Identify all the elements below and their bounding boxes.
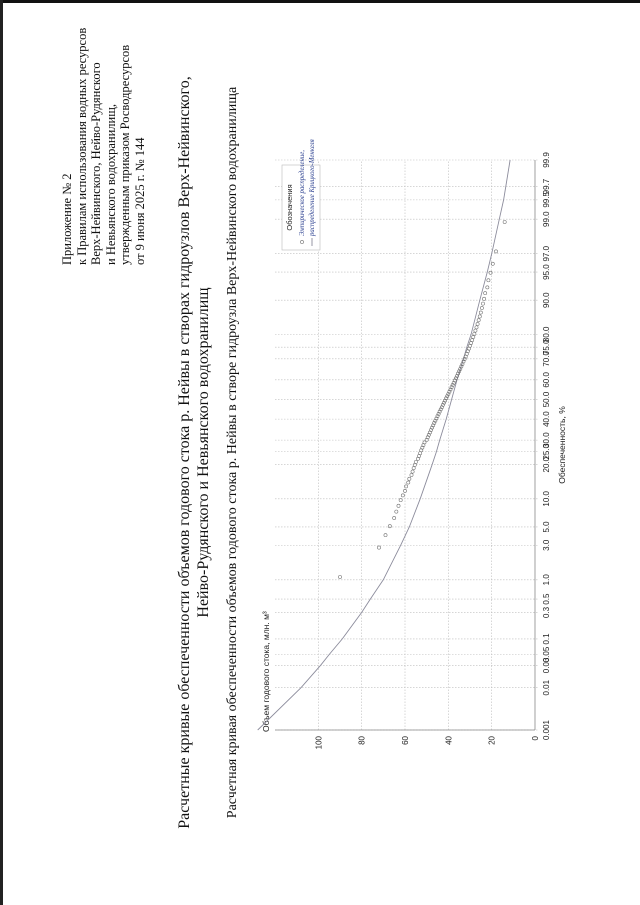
title-line-2: Нейво-Рудянского и Невьянского водохранилищ [195,287,212,618]
y-axis-label: Объем годового стока, млн. м³ [261,611,271,732]
data-point [476,322,479,325]
x-tick-label: 60.0 [542,372,551,388]
x-tick-label: 0.03 [542,657,551,674]
x-tick-label: 0.05 [542,646,551,663]
y-tick-label: 0 [531,736,540,741]
legend-entry: распределение Крицкого-Менкеля [309,139,316,236]
x-tick-label: 99.7 [542,178,551,195]
data-point [487,279,490,282]
data-point [474,329,477,332]
data-point [471,339,474,342]
data-point [399,499,402,502]
appendix-line: и Невьянского водохранилищ, [103,104,118,265]
data-point [479,311,482,314]
appendix-line: утвержденным приказом Росводресурсов [118,44,132,265]
data-point [412,466,415,469]
data-point [407,481,410,484]
data-point [338,575,341,578]
y-tick-label: 80 [357,736,367,745]
data-point [384,534,387,537]
data-point [377,546,380,549]
data-point [397,504,400,507]
data-point [481,302,484,305]
x-tick-label: 0.001 [542,719,551,741]
chart-subtitle: Расчетная кривая обеспеченности объемов годового стока р. Нейвы в створе гидроузла Верх-Нейвинского водохранилища [225,86,240,819]
x-tick-label: 1.0 [542,574,551,586]
legend-entry: Эмпирическое распределение, [299,150,306,236]
x-tick-label: 99.0 [542,211,551,227]
data-point [484,292,487,295]
x-tick-label: 99.9 [542,152,551,168]
y-tick-label: 20 [487,736,497,745]
data-point [388,525,391,528]
data-point [482,297,485,300]
data-point [503,220,506,223]
y-tick-label: 60 [401,736,410,745]
data-point [494,250,497,253]
data-point [393,516,396,519]
x-tick-label: 10.0 [542,491,551,507]
data-point [486,286,489,289]
appendix-line: к Правилам использования водных ресурсов [74,27,89,265]
x-tick-label: 95.0 [542,264,551,280]
data-point [408,477,411,480]
x-tick-label: 50.0 [542,391,551,408]
x-tick-label: 40.0 [542,411,551,427]
appendix-line: от 9 июня 2025 г. № 144 [132,137,147,265]
data-point [478,315,481,318]
x-tick-label: 3.0 [542,539,551,551]
x-tick-label: 25.0 [542,443,551,460]
x-tick-label: 70.0 [542,351,551,367]
data-point [475,326,478,329]
appendix-line: Верх-Нейвинского, Нейво-Рудянского [89,62,103,265]
data-point [410,473,413,476]
appendix-line: Приложение № 2 [60,173,74,265]
data-point [477,319,480,322]
x-tick-label: 90.0 [542,292,551,308]
x-tick-label: 0.1 [542,633,551,645]
x-tick-label: 0.5 [542,593,551,605]
x-tick-label: 99.5 [542,192,551,208]
data-point [401,494,404,497]
data-point [480,306,483,309]
x-tick-label: 20.0 [542,456,551,473]
x-axis-label: Обеспеченность, % [557,406,567,484]
y-tick-label: 100 [314,736,324,750]
x-tick-label: 30.0 [542,432,551,448]
x-tick-label: 75.0 [542,339,551,356]
y-tick-label: 40 [444,736,454,745]
x-tick-label: 0.3 [542,606,551,618]
data-point [414,460,417,463]
data-point [411,470,414,473]
data-point [395,510,398,513]
legend-title: Обозначения [285,184,294,231]
x-tick-label: 80.0 [542,326,551,343]
x-tick-label: 5.0 [542,521,551,533]
title-line-1: Расчетные кривые обеспеченности объемов годового стока р. Нейвы в створах гидроузлов Верх-Нейвинского, [176,76,193,829]
x-tick-label: 97.0 [542,245,551,262]
x-tick-label: 0.01 [542,679,551,696]
